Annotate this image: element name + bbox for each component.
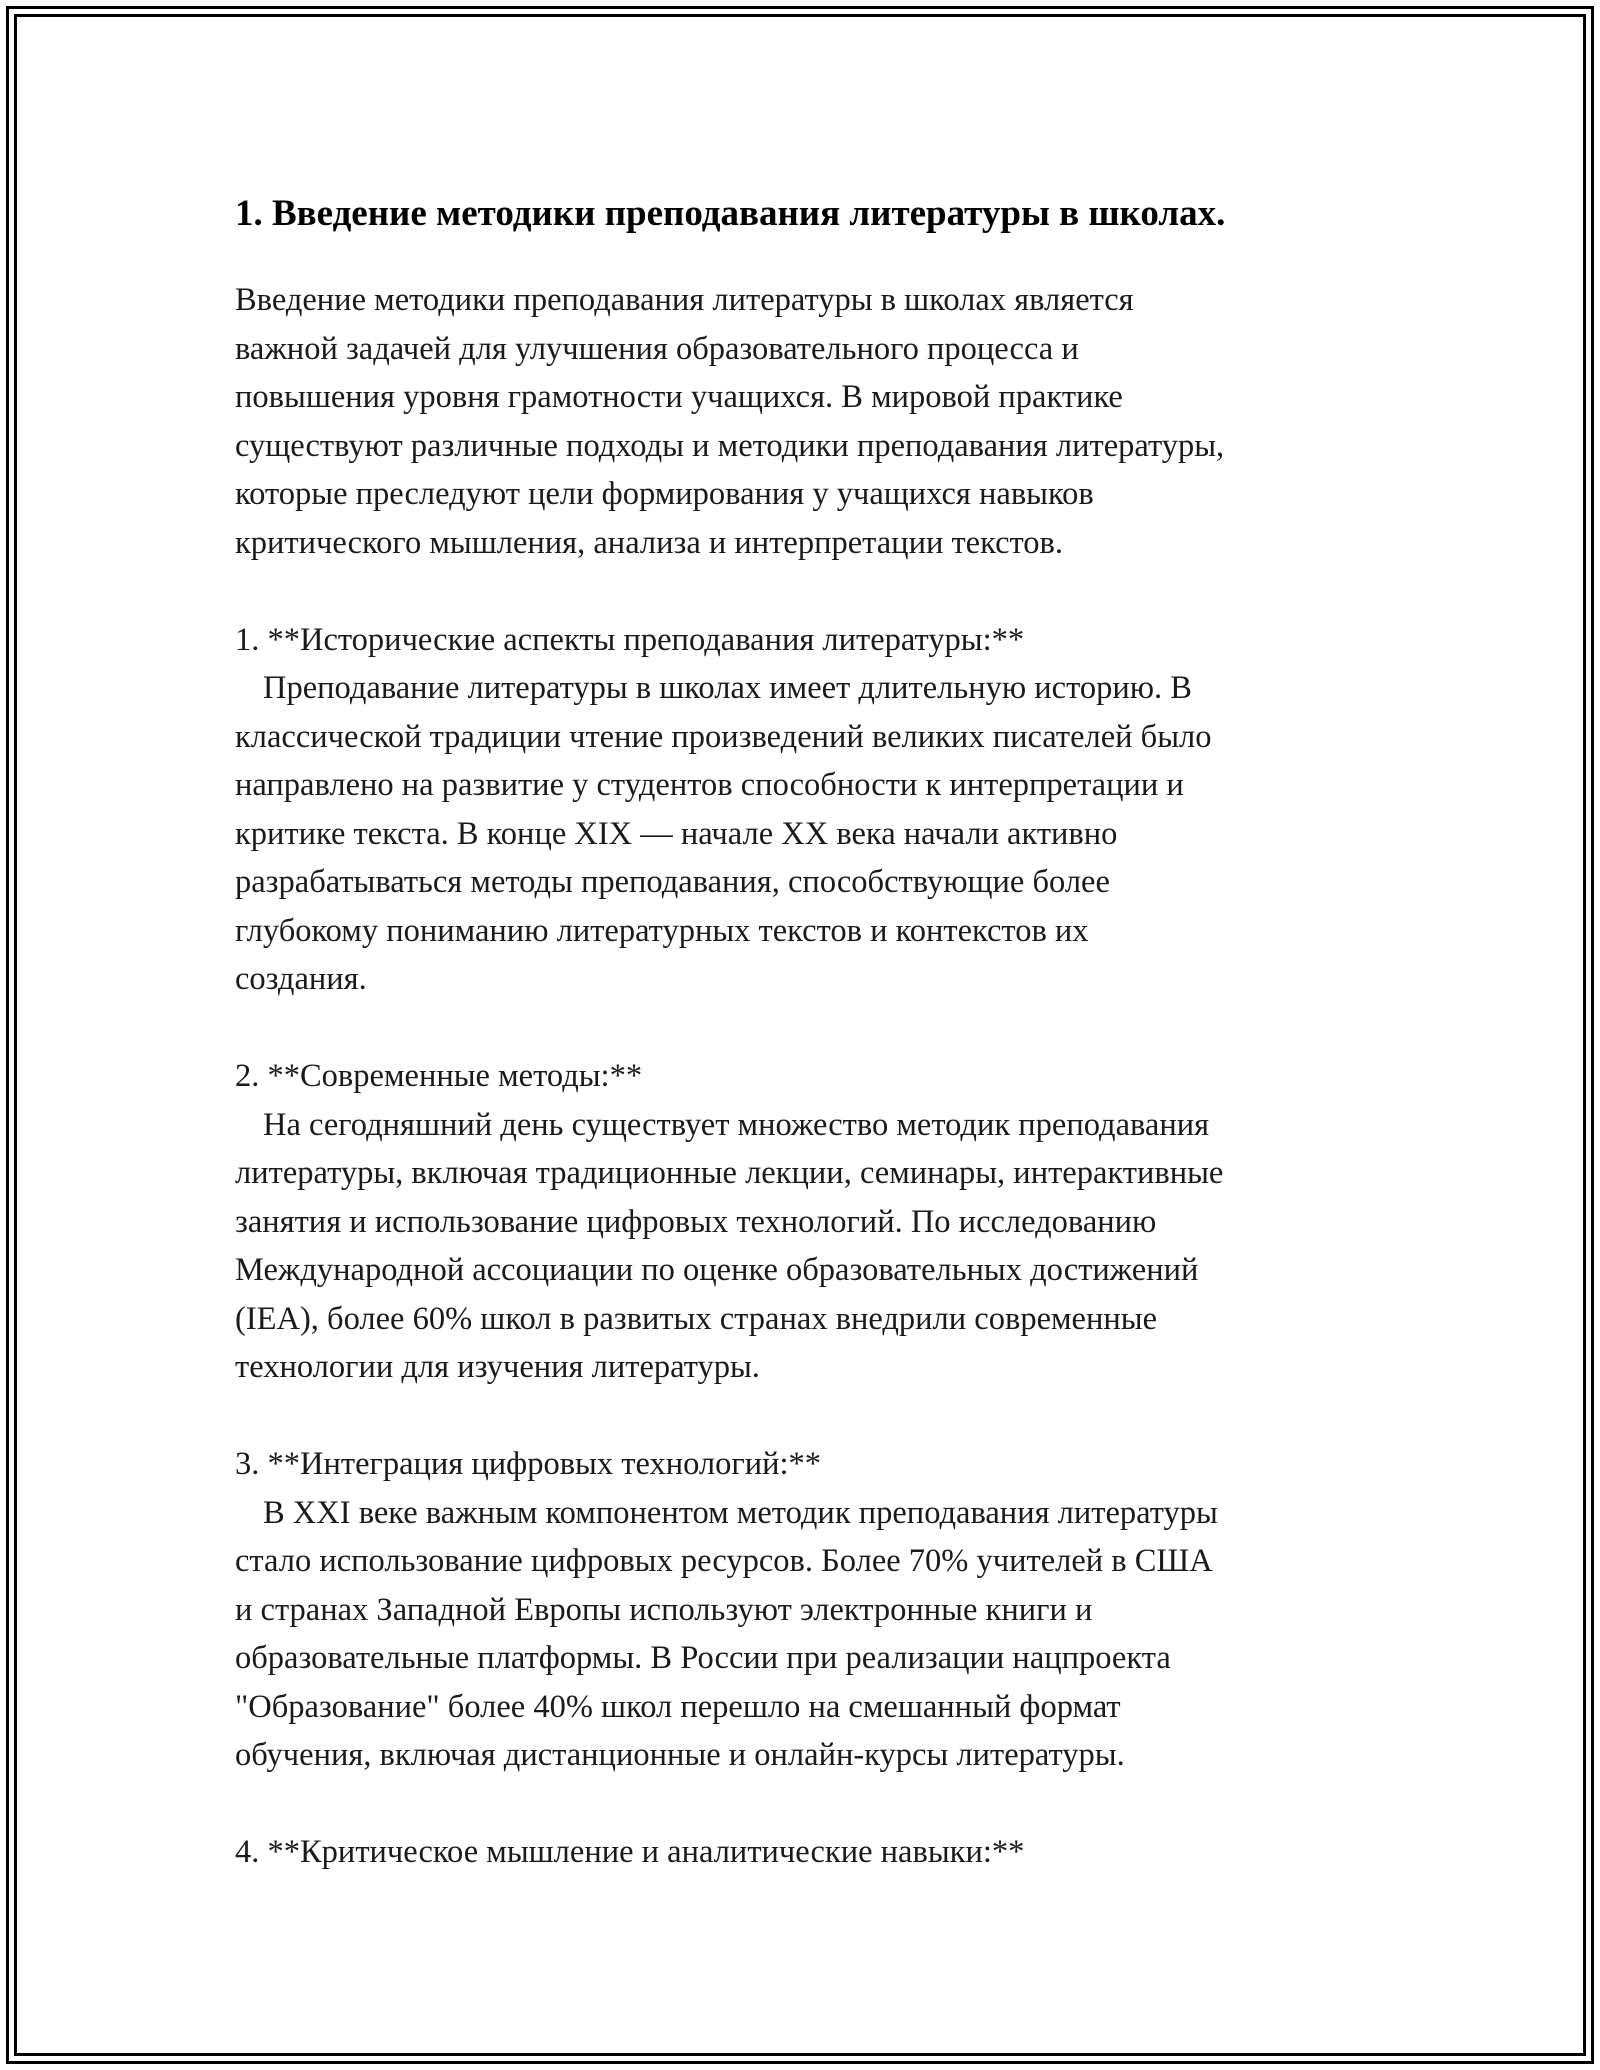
item-title: 4. **Критическое мышление и аналитические навыки:** [235,1834,1025,1870]
item-body: На сегодняшний день существует множество методик преподавания литературы, включая традиционные лекции, семинары, интерактивные занятия и использование цифровых технологий. По исследованию Международной ассоциации по оценке образовательных достижений (IEA), более 60% школ в развитых странах внедрили современные технологии для изучения литературы. [235,1106,1224,1385]
list-item [235,616,1385,1004]
intro-paragraph: Введение методики преподавания литературы в школах является важной задачей для улучшения образовательного процесса и повышения уровня грамотности учащихся. В мировой практике существуют различные подходы и методики преподавания литературы, которые преследуют цели формирования у учащихся навыков критического мышления, анализа и интерпретации текстов. [235,282,1225,561]
document-page [235,186,1385,1877]
list-item [235,1440,1385,1780]
list-item [235,1828,1385,1877]
paragraph-gap [235,567,1385,616]
paragraph-gap [235,1004,1385,1053]
paragraph-gap [235,1780,1385,1829]
list-item [235,1052,1385,1392]
item-title: 2. **Современные методы:** [235,1058,643,1094]
item-title: 1. **Исторические аспекты преподавания литературы:** [235,621,1025,658]
item-body: Преподавание литературы в школах имеет длительную историю. В классической традиции чтение произведений великих писателей было направлено на развитие у студентов способности к интерпретации и критике текста. В конце XIX — начале XX века начали активно разрабатываться методы преподавания, способствующие более глубокому пониманию литературных текстов и контекстов их создания. [235,670,1212,997]
item-body: В XXI веке важным компонентом методик преподавания литературы стало использование цифровых ресурсов. Более 70% учителей в США и странах Западной Европы используют электронные книги и образовательные платформы. В России при реализации нацпроекта "Образование" более 40% школ перешло на смешанный формат обучения, включая дистанционные и онлайн-курсы литературы. [235,1494,1218,1773]
item-title: 3. **Интеграция цифровых технологий:** [235,1446,822,1482]
paragraph-gap [235,1392,1385,1441]
document-heading: 1. Введение методики преподавания литературы в школах. [235,193,1226,234]
